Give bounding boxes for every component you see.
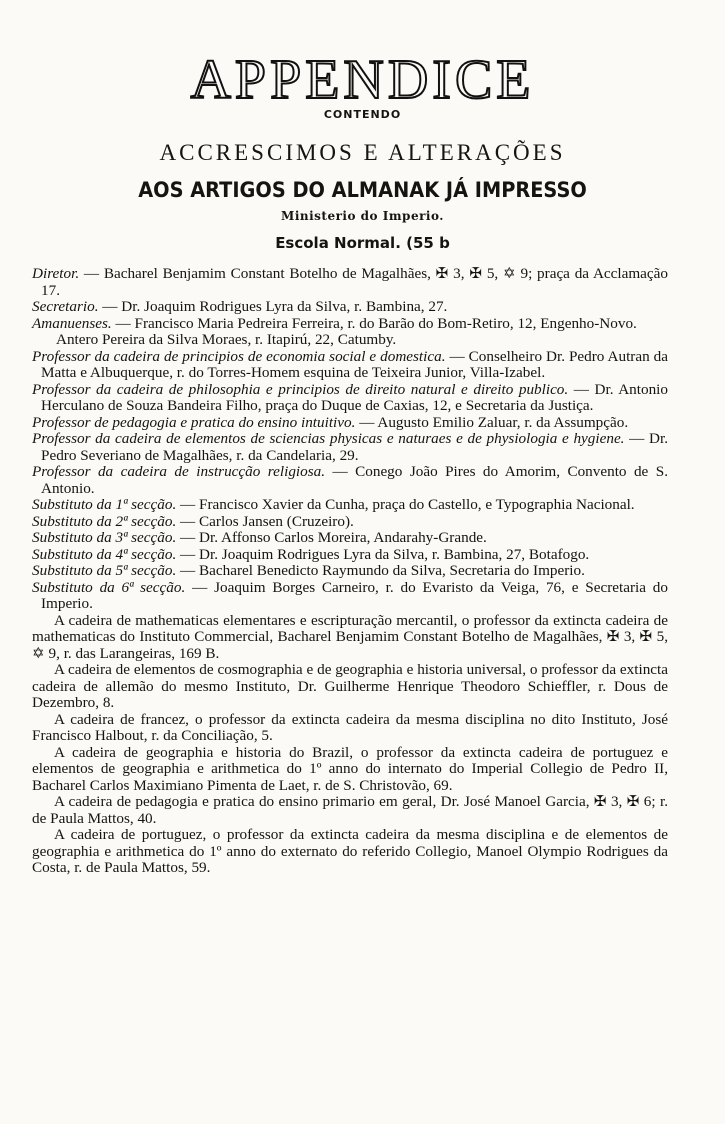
ministry-heading: Ministerio do Imperio. (281, 209, 444, 223)
entry-role: Substituto da 6ª secção. (32, 578, 186, 596)
entry-role: Substituto da 3ª secção. (32, 529, 177, 546)
entry-text: — Francisco Maria Pedreira Ferreira, r. do Barão do Bom-Retiro, 12, Engenho-Novo. (115, 314, 637, 332)
entry-text: — Bacharel Benjamim Constant Botelho de Magalhães, ✠ 3, ✠ 5, ✡ 9; praça da Acclamação 17. (41, 265, 668, 299)
entry-role: Diretor. (32, 265, 80, 282)
paragraph: A cadeira de francez, o professor da extincta cadeira da mesma disciplina no dito Instituto, José Francisco Halbout, r. da Conciliação, 5. (32, 710, 668, 744)
entry-text: — Dr. Pedro Severiano de Magalhães, r. da Candelaria, 29. (41, 430, 669, 464)
subtitle-accrescimos: ACCRESCIMOS E ALTERAÇÕES (159, 140, 566, 165)
entry-role: Amanuenses. (32, 314, 112, 332)
entry-role: Substituto da 5ª secção. (32, 562, 177, 579)
entry (32, 415, 668, 432)
paragraph: A cadeira de geographia e historia do Brazil, o professor da extincta cadeira de portuguez e elementos de geographia e arithmetica do 1º anno do internato do Imperial Collegio de Pedro II, Bacharel Carlos Maximiano Pimenta de Laet, r. de S. Christovão, 69. (32, 743, 668, 794)
entry-role: Professor da cadeira de instrucção religiosa. (32, 463, 326, 480)
paragraph: A cadeira de portuguez, o professor da extincta cadeira da mesma disciplina e de elementos de geographia e arithmetica do 1º anno do externato do referido Collegio, Manoel Olympio Rodrigues da Costa, r. de Paula Mattos, 59. (32, 826, 668, 876)
entry-text: — Dr. Joaquim Rodrigues Lyra da Silva, r. Bambina, 27. (102, 298, 448, 315)
entry-text: — Augusto Emilio Zaluar, r. da Assumpção. (359, 413, 629, 431)
entry-text: — Conego João Pires do Amorim, Convento de S. Antonio. (41, 463, 668, 497)
entry (32, 530, 668, 547)
entry (32, 497, 668, 514)
entry-role: Professor da cadeira de elementos de sciencias physicas e naturaes e de physiologia e hygiene. (32, 430, 625, 447)
entry (32, 382, 668, 415)
paragraph: A cadeira de elementos de cosmographia e de geographia e historia universal, o professor da extincta cadeira de allemão do mesmo Instituto, Dr. Guilherme Henrique Theodoro Schieffler, r. Dous de Dezembro, 8. (32, 661, 668, 711)
entry (32, 332, 668, 349)
paragraph: A cadeira de pedagogia e pratica do ensino primario em geral, Dr. José Manoel Garcia, ✠ 3, ✠ 6; r. de Paula Mattos, 40. (32, 793, 668, 827)
paragraph: A cadeira de mathematicas elementares e escripturação mercantil, o professor da extincta cadeira de mathematicas do Instituto Commercial, Bacharel Benjamim Constant Botelho de Magalhães, ✠ 3, ✠ 5, ✡ 9, r. das Larangeiras, 169 B. (32, 611, 668, 662)
entry (32, 431, 668, 464)
entry-text: Antero Pereira da Silva Moraes, r. Itapirú, 22, Catumby. (56, 331, 397, 348)
entry-role: Professor da cadeira de philosophia e principios de direito natural e direito publico. (32, 380, 569, 398)
entry-text: — Dr. Antonio Herculano de Souza Bandeira Filho, praça do Duque de Caxias, 12, e Secretaria da Justiça. (41, 380, 668, 414)
entry (32, 464, 668, 497)
entry-role: Substituto da 4ª secção. (32, 545, 177, 563)
entry (32, 299, 668, 316)
entry (32, 266, 668, 299)
section-heading: Escola Normal. (55 b (275, 234, 450, 252)
contendo-label: CONTENDO (323, 108, 402, 121)
entry-text: — Carlos Jansen (Cruzeiro). (180, 512, 354, 530)
entry-role: Professor da cadeira de principios de economia social e domestica. (32, 347, 446, 365)
entry (32, 580, 668, 613)
entry-role: Substituto da 2ª secção. (32, 512, 177, 530)
entry-text: — Bacharel Benedicto Raymundo da Silva, Secretaria do Imperio. (180, 562, 585, 579)
entry-text: — Joaquim Borges Carneiro, r. do Evaristo da Veiga, 76, e Secretaria do Imperio. (41, 578, 668, 612)
entry (32, 514, 668, 531)
page-title: APPENDICE (190, 49, 535, 111)
entry-role: Substituto da 1ª secção. (32, 496, 177, 513)
entry (32, 349, 668, 382)
entry-role: Secretario. (32, 298, 99, 315)
entry-text: — Conselheiro Dr. Pedro Autran da Matta e Albuquerque, r. do Torres-Homem esquina de Teixeira Junior, Villa-Izabel. (41, 347, 668, 381)
entry (32, 547, 668, 564)
entry-role: Professor de pedagogia e pratica do ensino intuitivo. (32, 413, 356, 431)
entry (32, 563, 668, 580)
entry (32, 316, 668, 333)
document-body (32, 266, 668, 877)
entry-text: — Dr. Joaquim Rodrigues Lyra da Silva, r. Bambina, 27, Botafogo. (180, 545, 590, 563)
subtitle-artigos: AOS ARTIGOS DO ALMANAK JÁ IMPRESSO (138, 178, 587, 202)
entry-text: — Dr. Affonso Carlos Moreira, Andarahy-Grande. (180, 529, 487, 546)
entry-text: — Francisco Xavier da Cunha, praça do Castello, e Typographia Nacional. (180, 496, 635, 513)
